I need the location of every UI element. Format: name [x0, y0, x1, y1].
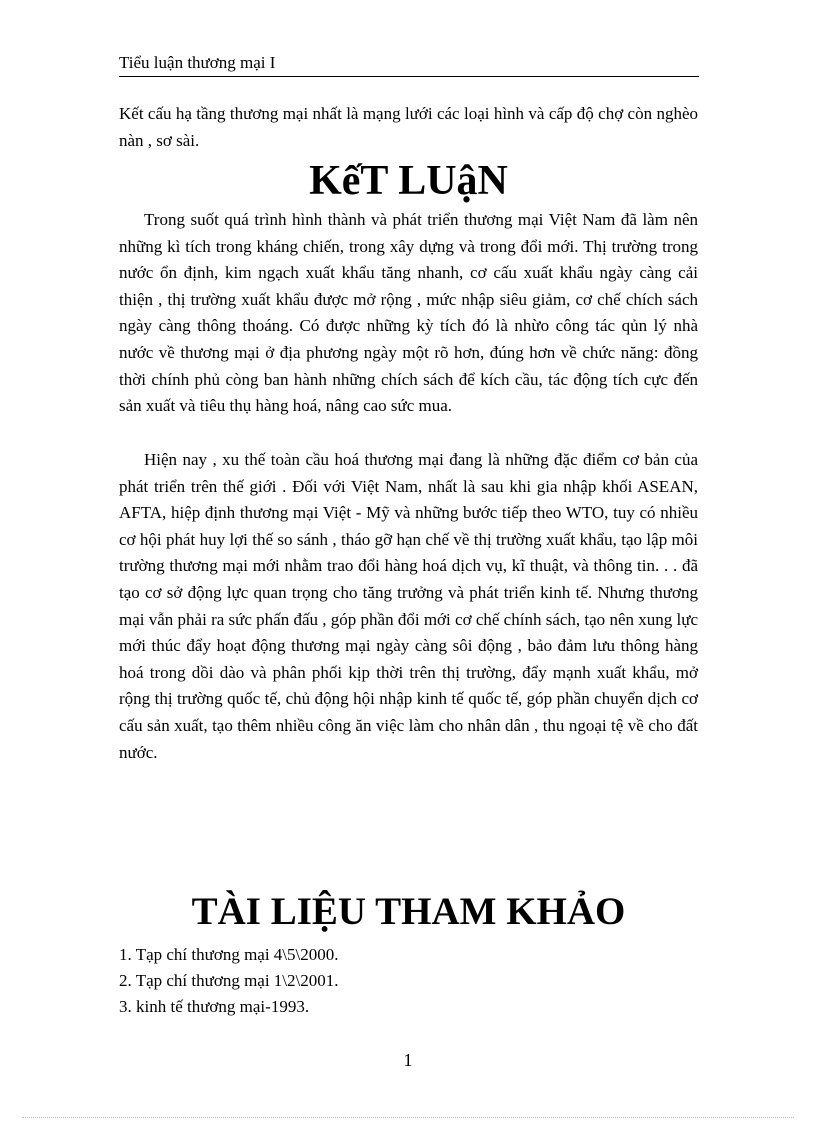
reference-item: 1. Tạp chí thương mại 4\5\2000.	[119, 945, 339, 964]
conclusion-paragraph-1: Trong suốt quá trình hình thành và phát triển thương mại Việt Nam đã làm nên những kì tích trong kháng chiến, trong xây dựng và trong đổi mới. Thị trường trong nước ổn định, kim ngạch xuất khẩu tăng nhanh, cơ cấu xuất khẩu ngày càng cải thiện , thị trường xuất khẩu được mở rộng , mức nhập siêu giảm, cơ chế chích sách ngày càng thông thoáng. Có được những kỳ tích đó là nhừo công tác qủn lý nhà nước về thương mại ở địa phương ngày một rõ hơn, đúng hơn về chức năng: đồng thời chính phủ còng ban hành những chích sách để kích cầu, tác động tích cực đến sản xuất và tiêu thụ hàng hoá, nâng cao sức mua.	[119, 210, 698, 416]
reference-item: 2. Tạp chí thương mại 1\2\2001.	[119, 971, 339, 990]
conclusion-heading: KếT LUậN	[309, 158, 508, 204]
page-number: 1	[403, 1050, 413, 1070]
page-header: Tiểu luận thương mại I	[119, 52, 699, 77]
reference-item: 3. kinh tế thương mại-1993.	[119, 997, 310, 1016]
conclusion-paragraph-2: Hiện nay , xu thế toàn cầu hoá thương mại đang là những đặc điểm cơ bản của phát triển trên thế giới . Đối với Việt Nam, nhất là sau khi gia nhập khối ASEAN, AFTA, hiệp định thương mại Việt - Mỹ và những bước tiếp theo WTO, tuy có nhiều cơ hội phát huy lợi thế so sánh , tháo gỡ hạn chế về thị trường xuất khẩu, tạo lập môi trường thương mại mới nhằm trao đổi hàng hoá dịch vụ, kĩ thuật, và thông tin. . . đã tạo cơ sở động lực quan trọng cho tăng trưởng và phát triển kinh tế. Nhưng thương mại vẫn phải ra sức phấn đấu , góp phần đổi mới cơ chế chính sách, tạo nên xung lực mới thúc đẩy hoạt động thương mại ngày càng sôi động , bảo đảm lưu thông hàng hoá trong dồi dào và phân phối kịp thời trên thị trường, đẩy mạnh xuất khẩu, mở rộng thị trường quốc tế, chủ động hội nhập kinh tế quốc tế, góp phần chuyển dịch cơ cấu sản xuất, tạo thêm nhiều công ăn việc làm cho nhân dân , thu ngoại tệ về cho đất nước.	[119, 450, 698, 762]
references-heading: TÀI LIỆU THAM KHẢO	[191, 890, 626, 933]
page-edge-divider	[22, 1117, 794, 1118]
references-list	[119, 942, 698, 1020]
intro-paragraph: Kết cấu hạ tầng thương mại nhất là mạng lưới các loại hình và cấp độ chợ còn nghèo nàn , sơ sài.	[119, 104, 698, 150]
